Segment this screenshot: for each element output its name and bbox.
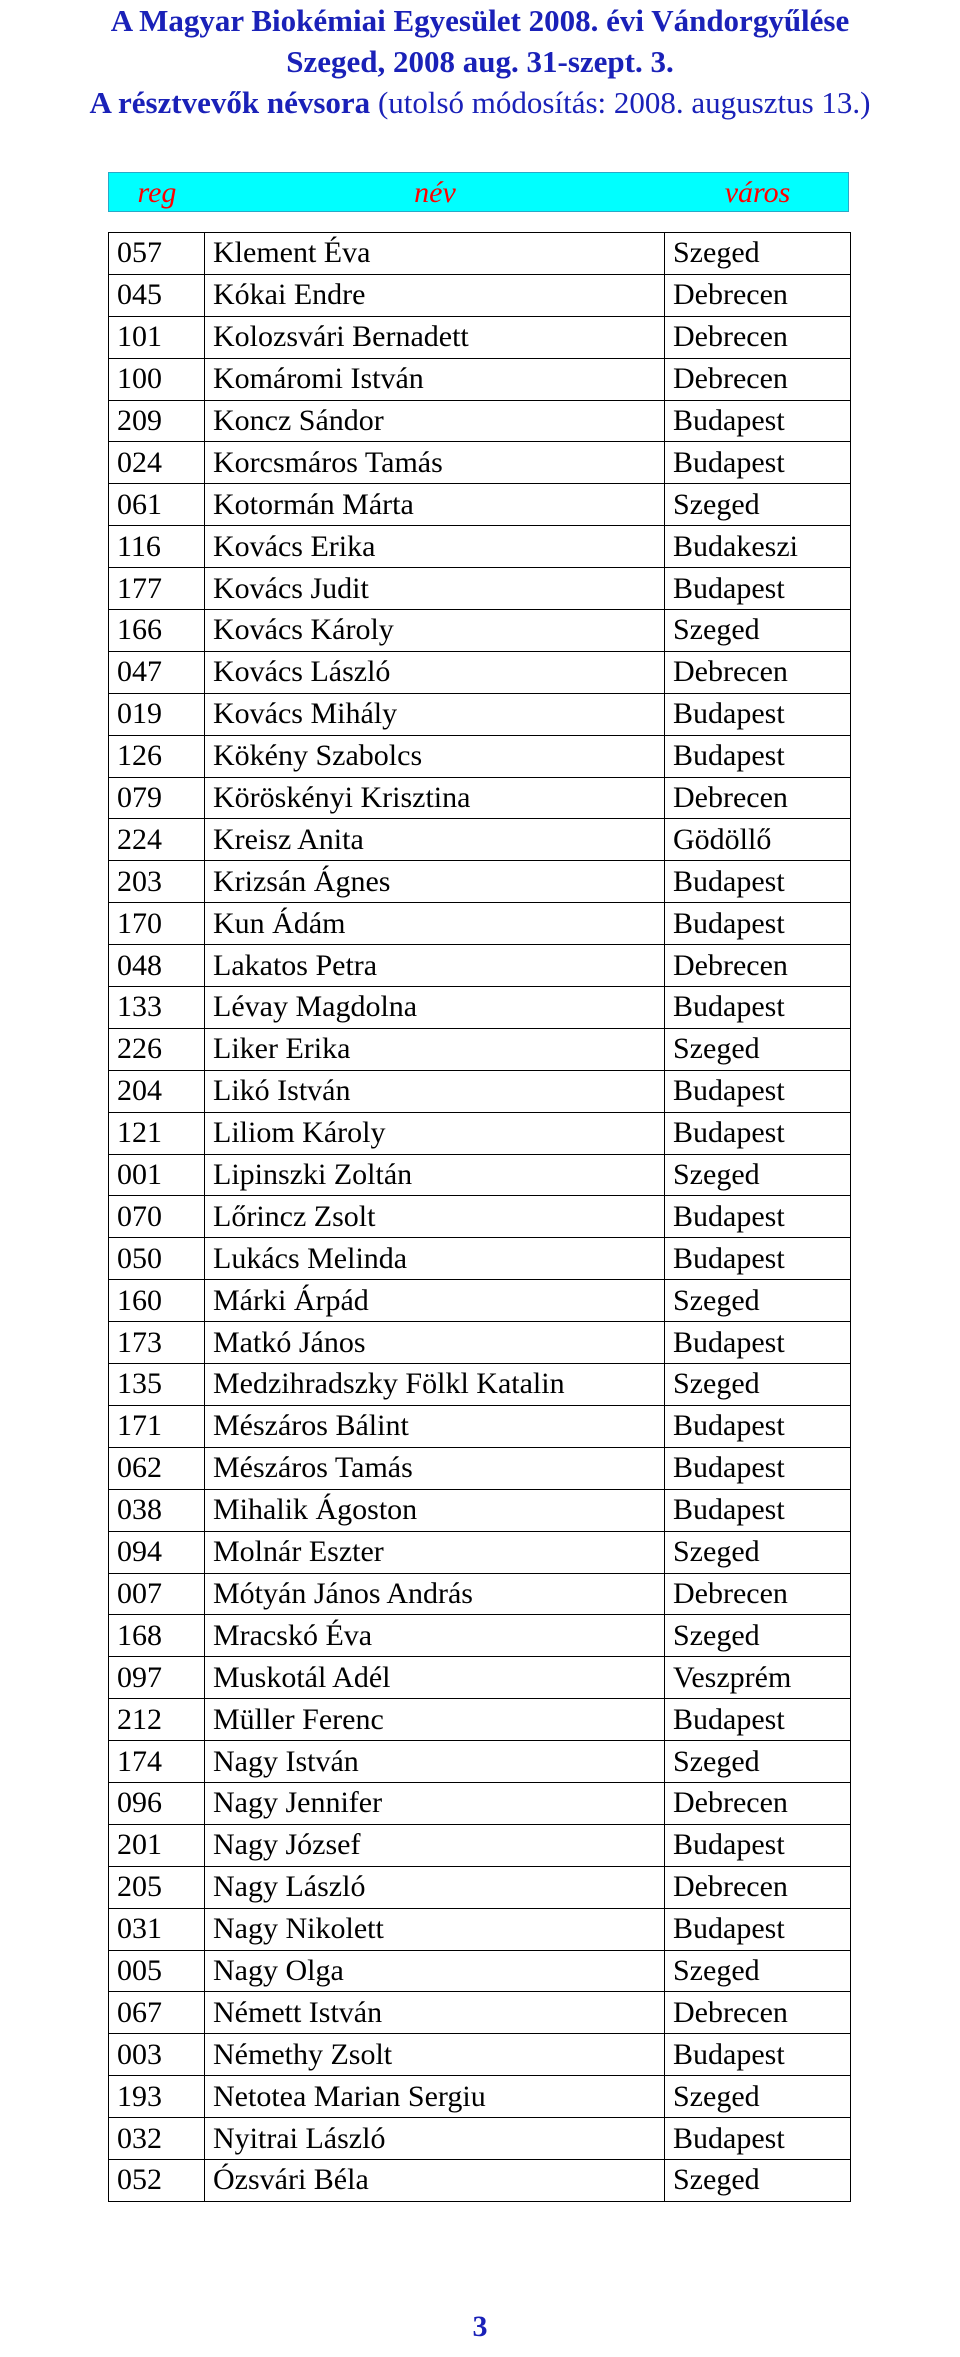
cell-city: Budapest	[665, 861, 851, 903]
cell-name: Nagy Olga	[205, 1950, 665, 1992]
cell-name: Némethy Zsolt	[205, 2034, 665, 2076]
cell-name: Némett István	[205, 1992, 665, 2034]
table-row	[109, 1824, 851, 1866]
cell-name: Kókai Endre	[205, 274, 665, 316]
last-modified-note: (utolsó módosítás: 2008. augusztus 13.)	[377, 85, 871, 120]
cell-name: Nagy József	[205, 1824, 665, 1866]
table-row	[109, 861, 851, 903]
cell-city: Budapest	[665, 1489, 851, 1531]
cell-city: Debrecen	[665, 945, 851, 987]
table-row	[109, 819, 851, 861]
cell-name: Kreisz Anita	[205, 819, 665, 861]
cell-name: Kovács Erika	[205, 526, 665, 568]
cell-name: Mészáros Tamás	[205, 1447, 665, 1489]
list-title-main: A résztvevők névsora	[89, 85, 371, 120]
cell-reg: 168	[109, 1615, 205, 1657]
cell-name: Lévay Magdolna	[205, 987, 665, 1029]
cell-city: Veszprém	[665, 1657, 851, 1699]
table-row	[109, 484, 851, 526]
cell-city: Budapest	[665, 442, 851, 484]
cell-reg: 038	[109, 1489, 205, 1531]
cell-reg: 201	[109, 1824, 205, 1866]
cell-name: Netotea Marian Sergiu	[205, 2076, 665, 2118]
event-title: A Magyar Biokémiai Egyesület 2008. évi Vándorgyűlése	[110, 3, 850, 38]
cell-city: Szeged	[665, 1950, 851, 1992]
cell-city: Budapest	[665, 1405, 851, 1447]
cell-reg: 001	[109, 1154, 205, 1196]
cell-reg: 116	[109, 526, 205, 568]
cell-name: Kolozsvári Bernadett	[205, 316, 665, 358]
cell-name: Krizsán Ágnes	[205, 861, 665, 903]
cell-city: Gödöllő	[665, 819, 851, 861]
cell-city: Szeged	[665, 1531, 851, 1573]
cell-city: Szeged	[665, 1280, 851, 1322]
table-row	[109, 1992, 851, 2034]
cell-name: Mihalik Ágoston	[205, 1489, 665, 1531]
table-row	[109, 316, 851, 358]
cell-city: Debrecen	[665, 358, 851, 400]
cell-city: Budapest	[665, 1070, 851, 1112]
cell-name: Koncz Sándor	[205, 400, 665, 442]
table-row	[109, 1154, 851, 1196]
table-row	[109, 1364, 851, 1406]
table-row	[109, 735, 851, 777]
cell-reg: 166	[109, 610, 205, 652]
table-row	[109, 274, 851, 316]
cell-city: Szeged	[665, 1364, 851, 1406]
cell-name: Liker Erika	[205, 1028, 665, 1070]
table-row	[109, 987, 851, 1029]
cell-name: Kovács Mihály	[205, 693, 665, 735]
cell-city: Szeged	[665, 1028, 851, 1070]
cell-city: Budapest	[665, 735, 851, 777]
cell-reg: 032	[109, 2118, 205, 2160]
cell-reg: 031	[109, 1908, 205, 1950]
cell-city: Budapest	[665, 1112, 851, 1154]
table-row	[109, 945, 851, 987]
cell-reg: 226	[109, 1028, 205, 1070]
event-place-date: Szeged, 2008 aug. 31-szept. 3.	[286, 44, 674, 79]
table-row	[109, 442, 851, 484]
cell-name: Komáromi István	[205, 358, 665, 400]
cell-city: Szeged	[665, 610, 851, 652]
cell-city: Szeged	[665, 484, 851, 526]
cell-reg: 126	[109, 735, 205, 777]
cell-name: Lőrincz Zsolt	[205, 1196, 665, 1238]
cell-reg: 048	[109, 945, 205, 987]
cell-reg: 101	[109, 316, 205, 358]
table-row	[109, 1405, 851, 1447]
table-row	[109, 1531, 851, 1573]
table-row	[109, 526, 851, 568]
cell-name: Mótyán János András	[205, 1573, 665, 1615]
table-row	[109, 2076, 851, 2118]
cell-reg: 205	[109, 1866, 205, 1908]
cell-name: Medzihradszky Fölkl Katalin	[205, 1364, 665, 1406]
cell-city: Szeged	[665, 233, 851, 275]
cell-reg: 224	[109, 819, 205, 861]
cell-city: Budapest	[665, 400, 851, 442]
page-number: 3	[472, 2310, 488, 2343]
table-row	[109, 233, 851, 275]
cell-reg: 057	[109, 233, 205, 275]
cell-city: Debrecen	[665, 1573, 851, 1615]
cell-reg: 003	[109, 2034, 205, 2076]
participants-table	[108, 232, 851, 2202]
cell-city: Budapest	[665, 2118, 851, 2160]
cell-reg: 052	[109, 2159, 205, 2201]
table-row	[109, 903, 851, 945]
cell-name: Matkó János	[205, 1322, 665, 1364]
cell-reg: 204	[109, 1070, 205, 1112]
cell-city: Budapest	[665, 1238, 851, 1280]
column-header-bar	[108, 172, 849, 212]
cell-city: Debrecen	[665, 1782, 851, 1824]
table-row	[109, 1950, 851, 1992]
cell-reg: 121	[109, 1112, 205, 1154]
cell-city: Debrecen	[665, 1866, 851, 1908]
table-row	[109, 1908, 851, 1950]
cell-reg: 047	[109, 651, 205, 693]
cell-city: Debrecen	[665, 651, 851, 693]
table-row	[109, 2034, 851, 2076]
cell-reg: 070	[109, 1196, 205, 1238]
table-row	[109, 1447, 851, 1489]
cell-reg: 067	[109, 1992, 205, 2034]
cell-name: Likó István	[205, 1070, 665, 1112]
cell-reg: 135	[109, 1364, 205, 1406]
table-row	[109, 1322, 851, 1364]
cell-name: Molnár Eszter	[205, 1531, 665, 1573]
table-row	[109, 1238, 851, 1280]
cell-name: Lakatos Petra	[205, 945, 665, 987]
table-row	[109, 1028, 851, 1070]
column-header-reg: reg	[137, 176, 177, 209]
cell-city: Budapest	[665, 1447, 851, 1489]
cell-name: Nagy Nikolett	[205, 1908, 665, 1950]
cell-reg: 096	[109, 1782, 205, 1824]
cell-reg: 203	[109, 861, 205, 903]
cell-reg: 005	[109, 1950, 205, 1992]
cell-reg: 173	[109, 1322, 205, 1364]
cell-name: Ózsvári Béla	[205, 2159, 665, 2201]
table-row	[109, 1573, 851, 1615]
cell-reg: 133	[109, 987, 205, 1029]
cell-name: Kökény Szabolcs	[205, 735, 665, 777]
cell-city: Szeged	[665, 1154, 851, 1196]
cell-name: Köröskényi Krisztina	[205, 777, 665, 819]
cell-city: Debrecen	[665, 274, 851, 316]
column-header-nev: név	[414, 176, 456, 209]
participants-table-body	[109, 233, 851, 2202]
cell-name: Lukács Melinda	[205, 1238, 665, 1280]
table-row	[109, 1741, 851, 1783]
cell-reg: 079	[109, 777, 205, 819]
cell-name: Nagy István	[205, 1741, 665, 1783]
cell-name: Liliom Károly	[205, 1112, 665, 1154]
cell-city: Szeged	[665, 1741, 851, 1783]
cell-reg: 061	[109, 484, 205, 526]
cell-reg: 170	[109, 903, 205, 945]
cell-name: Mészáros Bálint	[205, 1405, 665, 1447]
table-row	[109, 1866, 851, 1908]
cell-reg: 097	[109, 1657, 205, 1699]
cell-reg: 094	[109, 1531, 205, 1573]
cell-name: Mracskó Éva	[205, 1615, 665, 1657]
cell-city: Szeged	[665, 2076, 851, 2118]
table-row	[109, 2118, 851, 2160]
cell-reg: 019	[109, 693, 205, 735]
cell-city: Budapest	[665, 903, 851, 945]
cell-reg: 062	[109, 1447, 205, 1489]
cell-city: Debrecen	[665, 777, 851, 819]
table-row	[109, 1615, 851, 1657]
table-row	[109, 1280, 851, 1322]
list-title	[0, 82, 960, 123]
cell-city: Budapest	[665, 1196, 851, 1238]
table-row	[109, 610, 851, 652]
cell-name: Klement Éva	[205, 233, 665, 275]
cell-name: Korcsmáros Tamás	[205, 442, 665, 484]
cell-reg: 171	[109, 1405, 205, 1447]
table-row	[109, 1657, 851, 1699]
table-row	[109, 2159, 851, 2201]
cell-name: Kotormán Márta	[205, 484, 665, 526]
table-row	[109, 1070, 851, 1112]
document-header	[0, 0, 960, 123]
cell-city: Budapest	[665, 1699, 851, 1741]
table-row	[109, 1782, 851, 1824]
table-row	[109, 1489, 851, 1531]
cell-reg: 024	[109, 442, 205, 484]
cell-reg: 177	[109, 568, 205, 610]
table-row	[109, 1196, 851, 1238]
table-row	[109, 651, 851, 693]
table-row	[109, 400, 851, 442]
cell-name: Kovács Judit	[205, 568, 665, 610]
table-row	[109, 568, 851, 610]
cell-reg: 160	[109, 1280, 205, 1322]
table-row	[109, 777, 851, 819]
cell-name: Kun Ádám	[205, 903, 665, 945]
cell-reg: 174	[109, 1741, 205, 1783]
cell-city: Szeged	[665, 2159, 851, 2201]
cell-city: Szeged	[665, 1615, 851, 1657]
cell-name: Kovács László	[205, 651, 665, 693]
cell-reg: 193	[109, 2076, 205, 2118]
cell-reg: 100	[109, 358, 205, 400]
table-row	[109, 693, 851, 735]
cell-city: Budapest	[665, 987, 851, 1029]
cell-reg: 212	[109, 1699, 205, 1741]
cell-reg: 007	[109, 1573, 205, 1615]
table-row	[109, 1699, 851, 1741]
cell-reg: 209	[109, 400, 205, 442]
column-header-varos: város	[724, 176, 791, 209]
cell-city: Budapest	[665, 1824, 851, 1866]
cell-city: Debrecen	[665, 316, 851, 358]
cell-reg: 045	[109, 274, 205, 316]
table-row	[109, 1112, 851, 1154]
cell-name: Márki Árpád	[205, 1280, 665, 1322]
cell-city: Debrecen	[665, 1992, 851, 2034]
cell-name: Kovács Károly	[205, 610, 665, 652]
cell-name: Lipinszki Zoltán	[205, 1154, 665, 1196]
cell-name: Nyitrai László	[205, 2118, 665, 2160]
cell-name: Müller Ferenc	[205, 1699, 665, 1741]
cell-city: Budapest	[665, 693, 851, 735]
cell-name: Nagy Jennifer	[205, 1782, 665, 1824]
table-row	[109, 358, 851, 400]
cell-city: Budapest	[665, 568, 851, 610]
cell-city: Budapest	[665, 1908, 851, 1950]
cell-reg: 050	[109, 1238, 205, 1280]
cell-city: Budapest	[665, 2034, 851, 2076]
cell-city: Budapest	[665, 1322, 851, 1364]
cell-city: Budakeszi	[665, 526, 851, 568]
cell-name: Muskotál Adél	[205, 1657, 665, 1699]
cell-name: Nagy László	[205, 1866, 665, 1908]
